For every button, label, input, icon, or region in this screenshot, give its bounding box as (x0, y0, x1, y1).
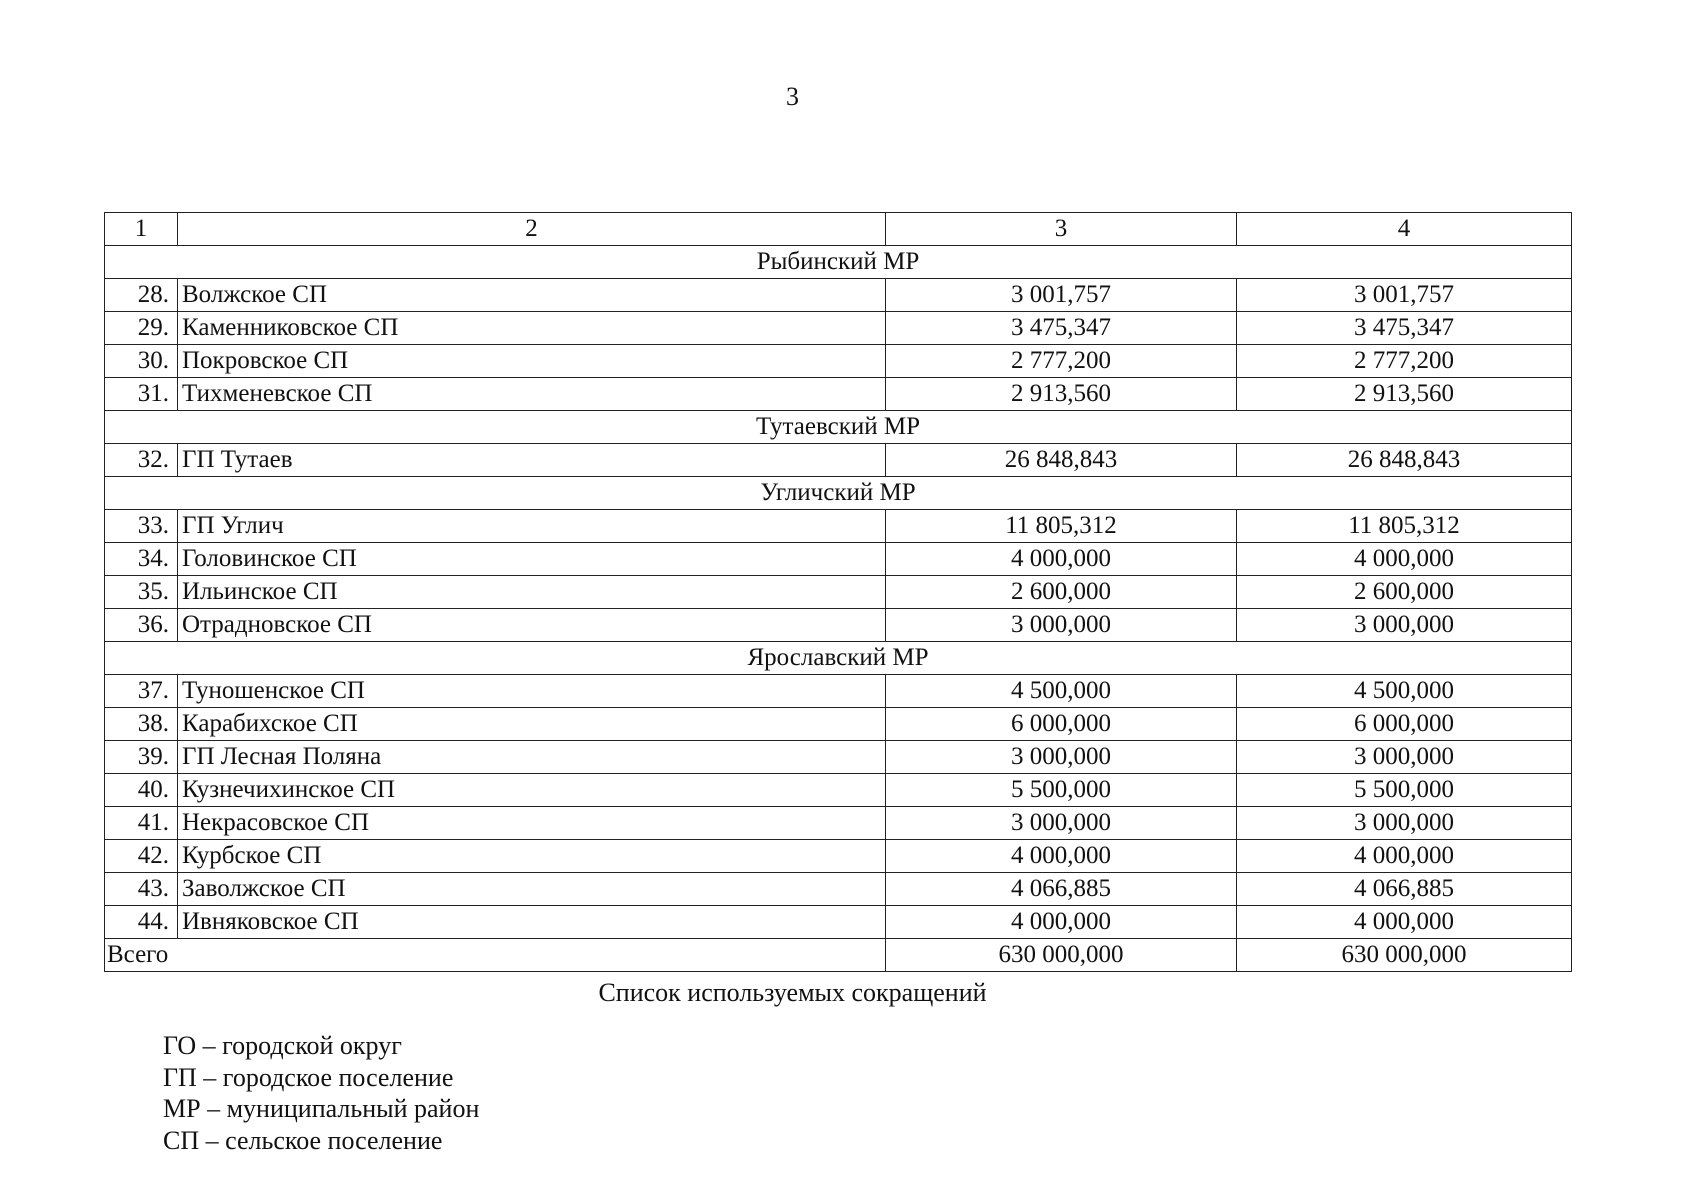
section-row (105, 642, 1572, 675)
settlement-name: ГП Лесная Поляна (178, 741, 886, 774)
row-number: 32. (105, 444, 178, 477)
value-col3: 4 000,000 (886, 543, 1237, 576)
value-col3: 3 000,000 (886, 807, 1237, 840)
table-row (105, 807, 1572, 840)
value-col4: 11 805,312 (1237, 510, 1572, 543)
value-col3: 3 001,757 (886, 279, 1237, 312)
table-row (105, 345, 1572, 378)
row-number: 42. (105, 840, 178, 873)
value-col4: 4 000,000 (1237, 840, 1572, 873)
abbreviation-item: МР – муниципальный район (163, 1094, 480, 1123)
settlement-name: Туношенское СП (178, 675, 886, 708)
settlement-name: Карабихское СП (178, 708, 886, 741)
settlement-name: Заволжское СП (178, 873, 886, 906)
value-col3: 3 475,347 (886, 312, 1237, 345)
table-row (105, 708, 1572, 741)
value-col3: 2 913,560 (886, 378, 1237, 411)
table-row (105, 741, 1572, 774)
total-col4: 630 000,000 (1237, 939, 1572, 972)
value-col3: 2 600,000 (886, 576, 1237, 609)
row-number: 38. (105, 708, 178, 741)
table-row (105, 840, 1572, 873)
value-col3: 4 000,000 (886, 906, 1237, 939)
abbreviation-item: ГП – городское поселение (163, 1062, 454, 1092)
total-label: Всего (105, 939, 886, 972)
value-col3: 4 000,000 (886, 840, 1237, 873)
table-row (105, 378, 1572, 411)
section-title: Тутаевский МР (105, 411, 1572, 444)
table-row (105, 312, 1572, 345)
value-col4: 26 848,843 (1237, 444, 1572, 477)
table-row (105, 906, 1572, 939)
row-number: 35. (105, 576, 178, 609)
value-col3: 2 777,200 (886, 345, 1237, 378)
value-col3: 3 000,000 (886, 609, 1237, 642)
settlement-name: Некрасовское СП (178, 807, 886, 840)
value-col3: 3 000,000 (886, 741, 1237, 774)
row-number: 44. (105, 906, 178, 939)
abbreviation-item: ГО – городской округ (163, 1031, 402, 1060)
settlement-name: Волжское СП (178, 279, 886, 312)
table-row (105, 576, 1572, 609)
row-number: 33. (105, 510, 178, 543)
settlement-name: Головинское СП (178, 543, 886, 576)
value-col4: 4 066,885 (1237, 873, 1572, 906)
value-col4: 3 475,347 (1237, 312, 1572, 345)
value-col4: 4 000,000 (1237, 543, 1572, 576)
table-row (105, 279, 1572, 312)
table-row (105, 510, 1572, 543)
settlement-name: Отрадновское СП (178, 609, 886, 642)
settlement-name: Курбское СП (178, 840, 886, 873)
section-title: Рыбинский МР (105, 246, 1572, 279)
value-col3: 4 066,885 (886, 873, 1237, 906)
column-header: 3 (886, 213, 1237, 246)
row-number: 28. (105, 279, 178, 312)
value-col4: 3 000,000 (1237, 609, 1572, 642)
table-row (105, 609, 1572, 642)
section-title: Ярославский МР (105, 642, 1572, 675)
row-number: 31. (105, 378, 178, 411)
table-row (105, 444, 1572, 477)
settlement-name: ГП Тутаев (178, 444, 886, 477)
section-title: Угличский МР (105, 477, 1572, 510)
value-col4: 4 000,000 (1237, 906, 1572, 939)
table-row (105, 675, 1572, 708)
row-number: 41. (105, 807, 178, 840)
total-col3: 630 000,000 (886, 939, 1237, 972)
column-header: 4 (1237, 213, 1572, 246)
section-row (105, 477, 1572, 510)
settlement-name: Тихменевское СП (178, 378, 886, 411)
settlement-name: Кузнечихинское СП (178, 774, 886, 807)
abbreviations-title-text: Список используемых сокращений (598, 978, 987, 1007)
settlement-name: Ильинское СП (178, 576, 886, 609)
value-col3: 5 500,000 (886, 774, 1237, 807)
value-col4: 6 000,000 (1237, 708, 1572, 741)
row-number: 43. (105, 873, 178, 906)
page-number-text: 3 (786, 82, 799, 111)
value-col3: 6 000,000 (886, 708, 1237, 741)
row-number: 29. (105, 312, 178, 345)
value-col3: 4 500,000 (886, 675, 1237, 708)
value-col4: 2 913,560 (1237, 378, 1572, 411)
row-number: 30. (105, 345, 178, 378)
column-header: 2 (178, 213, 886, 246)
column-header: 1 (105, 213, 178, 246)
value-col4: 3 000,000 (1237, 807, 1572, 840)
value-col3: 11 805,312 (886, 510, 1237, 543)
value-col4: 2 777,200 (1237, 345, 1572, 378)
row-number: 40. (105, 774, 178, 807)
table-row (105, 774, 1572, 807)
settlement-name: Покровское СП (178, 345, 886, 378)
row-number: 36. (105, 609, 178, 642)
value-col4: 5 500,000 (1237, 774, 1572, 807)
settlement-name: ГП Углич (178, 510, 886, 543)
table-row (105, 873, 1572, 906)
abbreviation-item: СП – сельское поселение (163, 1125, 443, 1155)
total-row (105, 939, 1572, 972)
section-row (105, 246, 1572, 279)
value-col4: 4 500,000 (1237, 675, 1572, 708)
page-number (0, 82, 1697, 112)
value-col3: 26 848,843 (886, 444, 1237, 477)
abbreviations-title (0, 978, 1697, 1008)
section-row (105, 411, 1572, 444)
row-number: 39. (105, 741, 178, 774)
row-number: 34. (105, 543, 178, 576)
column-header-row (105, 213, 1572, 246)
settlement-name: Ивняковское СП (178, 906, 886, 939)
settlement-name: Каменниковское СП (178, 312, 886, 345)
value-col4: 3 000,000 (1237, 741, 1572, 774)
abbreviations-list (163, 1030, 479, 1156)
row-number: 37. (105, 675, 178, 708)
table-row (105, 543, 1572, 576)
allocation-table (104, 212, 1572, 972)
value-col4: 3 001,757 (1237, 279, 1572, 312)
value-col4: 2 600,000 (1237, 576, 1572, 609)
